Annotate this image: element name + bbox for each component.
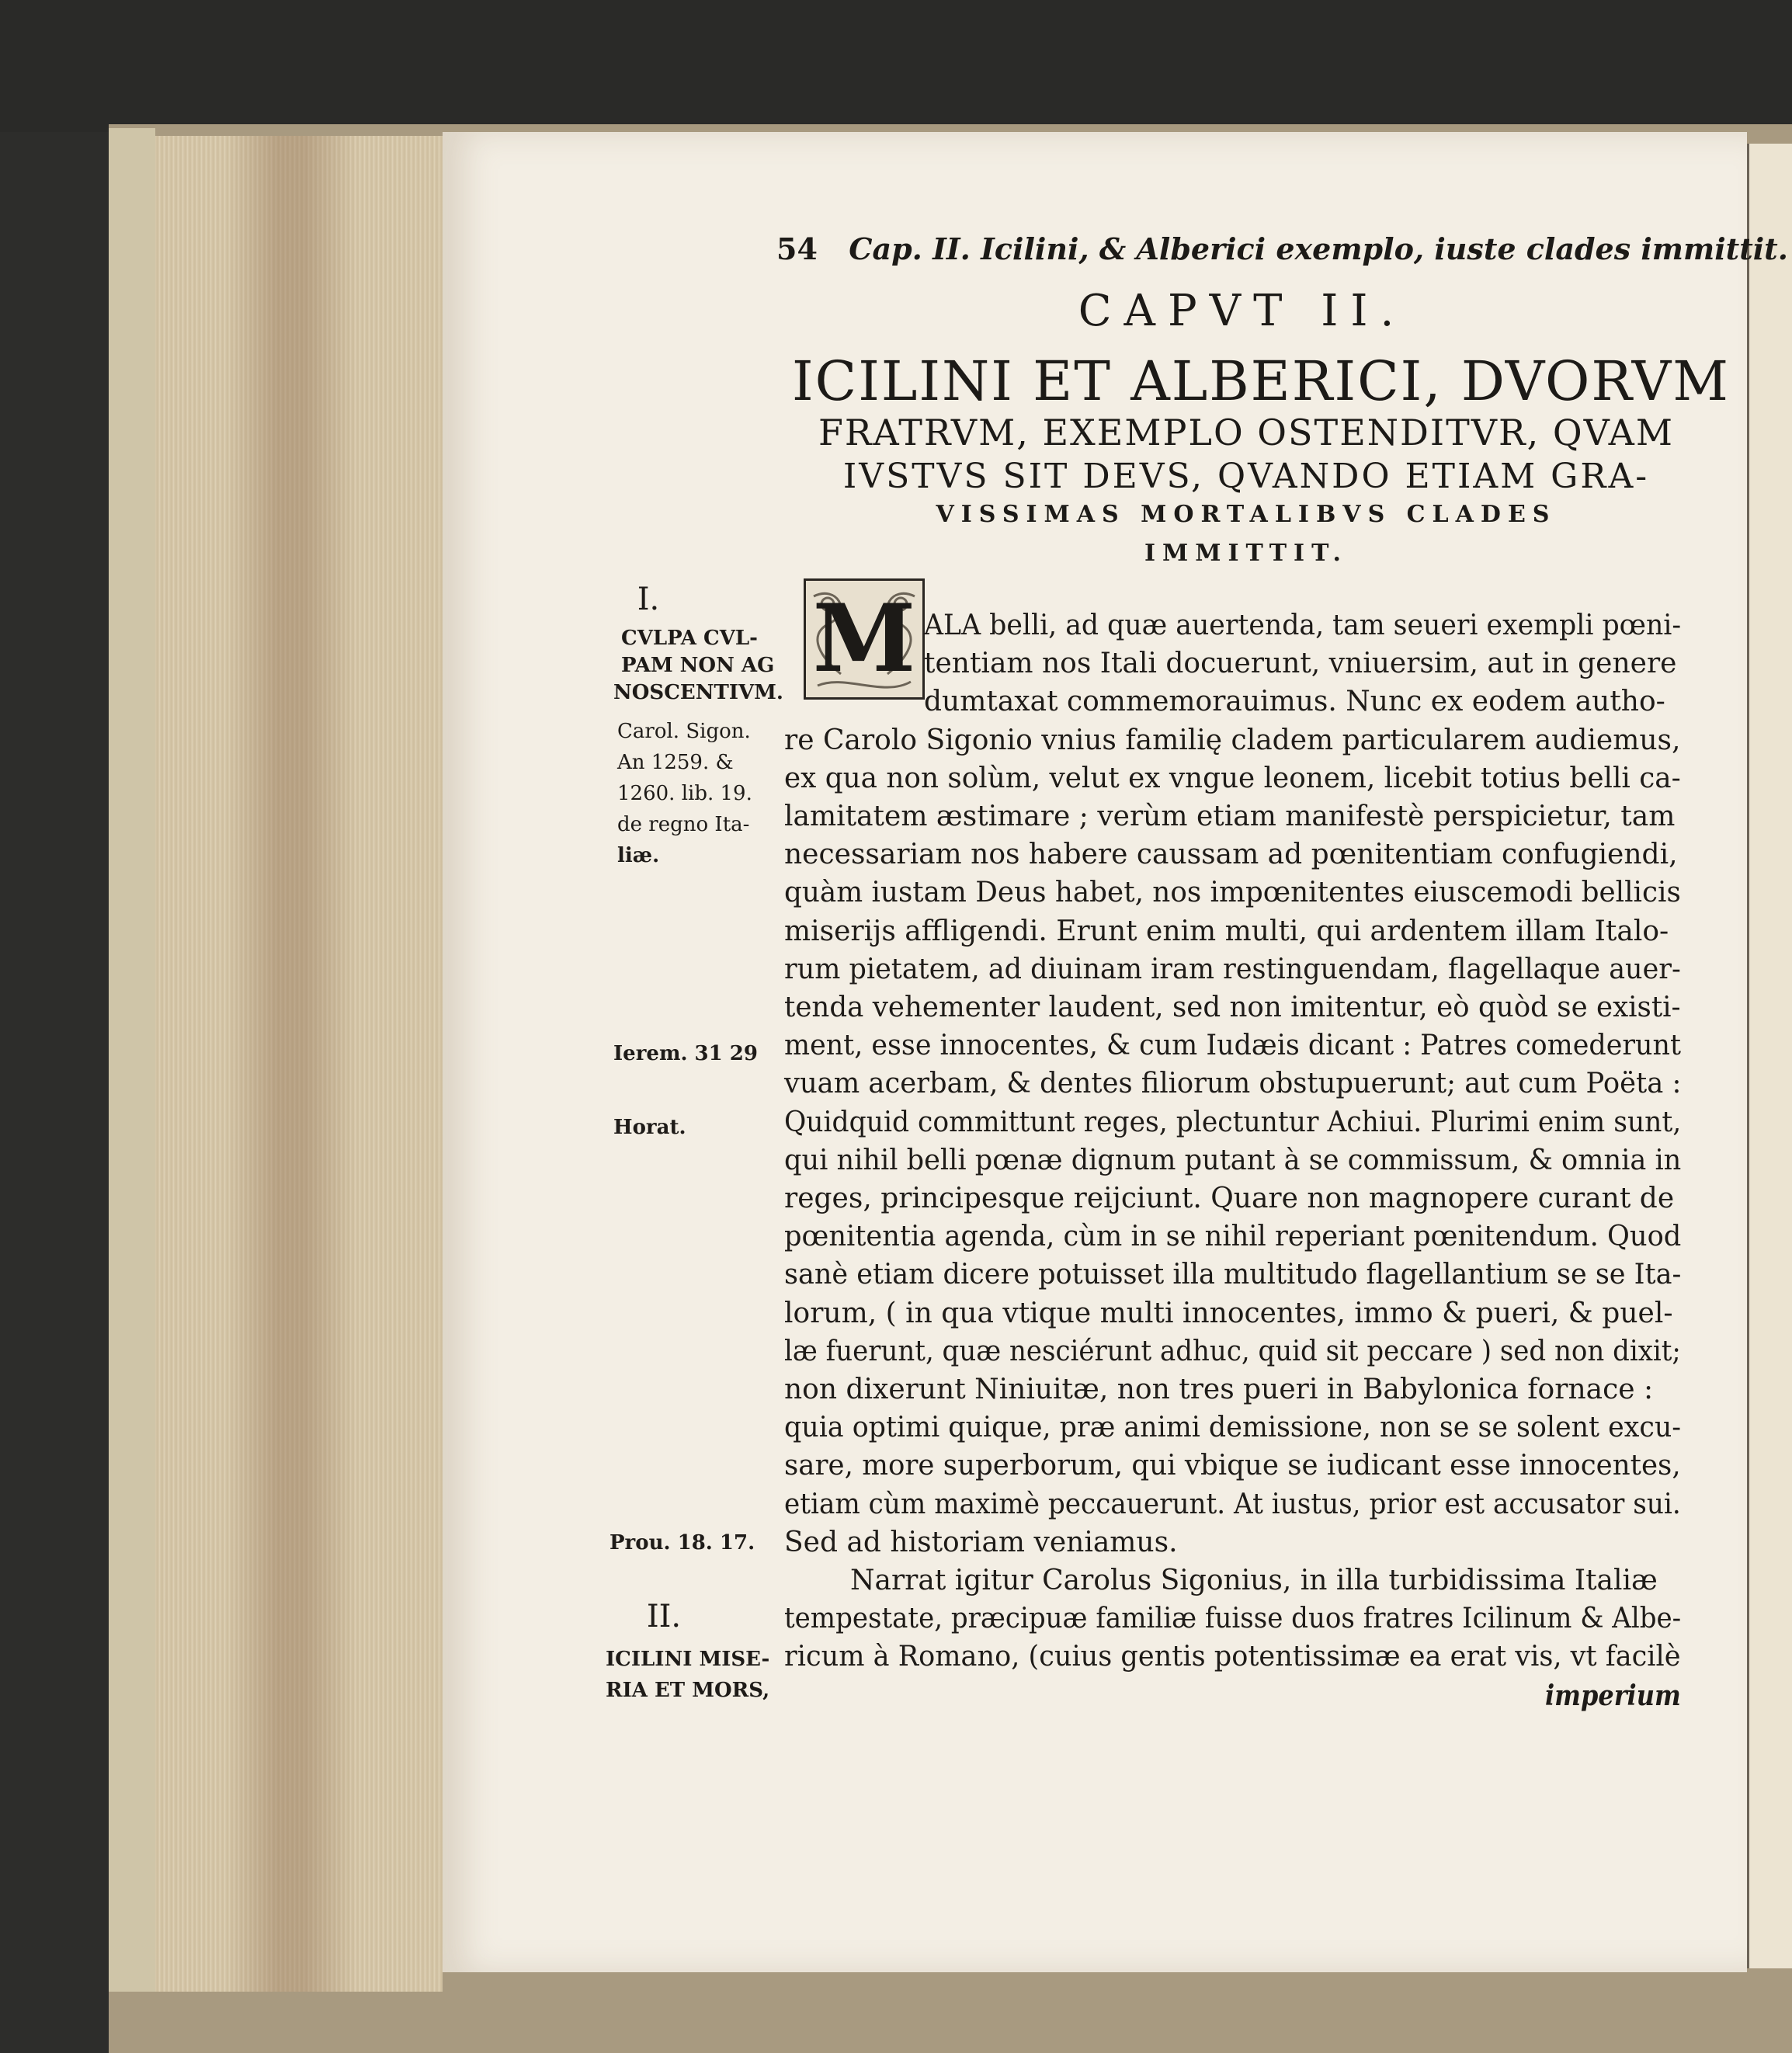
chapter-title-line: FRATRVM, EXEMPLO OSTENDITVR, QVAM	[818, 412, 1675, 453]
margin-source-line: 1260. lib. 19.	[617, 782, 752, 805]
body-text-line: necessariam nos habere caussam ad pœnitentiam confugiendi,	[784, 839, 1678, 871]
margin-note-line: ICILINI MISE-	[606, 1648, 770, 1671]
body-text-line: Sed ad historiam veniamus.	[784, 1526, 1178, 1558]
body-text-line: tentiam nos Itali docuerunt, vniuersim, aut in genere	[924, 648, 1677, 680]
body-text-line: re Carolo Sigonio vnius familię cladem particularem audiemus,	[784, 724, 1681, 756]
margin-section-number: II.	[646, 1599, 682, 1634]
body-text-line: ricum à Romano, (cuius gentis potentissimæ ea erat vis, vt facilè	[784, 1641, 1681, 1673]
body-text-line: lamitatem æstimare ; verùm etiam manifestè perspicietur, tam	[784, 801, 1676, 832]
initial-letter: M	[812, 584, 916, 693]
body-text-line: qui nihil belli pœnæ dignum putant à se commissum, & omnia in	[784, 1144, 1682, 1176]
body-text-line: miserijs affligendi. Erunt enim multi, qui ardentem illam Italo-	[784, 915, 1669, 947]
body-text-line: Quidquid committunt reges, plectuntur Achiui. Plurimi enim sunt,	[784, 1106, 1682, 1138]
body-text-line: quàm iustam Deus habet, nos impœnitentes eiuscemodi bellicis	[784, 877, 1681, 909]
body-text-line: tempestate, præcipuæ familiæ fuisse duos fratres Icilinum & Albe-	[784, 1603, 1682, 1635]
chapter-title-line: ICILINI ET ALBERICI, DVORVM	[792, 349, 1730, 413]
margin-note-line: PAM NON AG	[621, 654, 775, 677]
margin-note-line: NOSCENTIVM.	[613, 681, 783, 704]
margin-source-line: An 1259. &	[617, 751, 734, 774]
body-text-line: vuam acerbam, & dentes filiorum obstupuerunt; aut cum Poëta :	[784, 1068, 1682, 1100]
body-text-line: Narrat igitur Carolus Sigonius, in illa turbidissima Italiæ	[850, 1565, 1658, 1596]
body-text-line: non dixerunt Niniuitæ, non tres pueri in Babylonica fornace :	[784, 1374, 1654, 1405]
body-text-line: pœnitentia agenda, cùm in se nihil reperiant pœnitendum. Quod	[784, 1221, 1682, 1253]
margin-reference-prou: Prou. 18. 17.	[609, 1531, 755, 1555]
running-header	[776, 231, 1788, 272]
body-text-line: tenda vehementer laudent, sed non imitentur, eò quòd se existi-	[784, 992, 1681, 1023]
body-text-line: rum pietatem, ad diuinam iram restinguendam, flagellaque auer-	[784, 953, 1681, 985]
decorated-initial	[804, 578, 925, 700]
margin-source-line: liæ.	[617, 844, 660, 867]
body-text-line: sanè etiam dicere potuisset illa multitudo flagellantium se se Ita-	[784, 1259, 1682, 1291]
margin-note-line: RIA ET MORS,	[606, 1679, 770, 1702]
chapter-title-line: VISSIMAS MORTALIBVS CLADES	[936, 501, 1557, 528]
body-text-line: reges, principesque reijciunt. Quare non magnopere curant de	[784, 1183, 1675, 1214]
background-backdrop	[0, 0, 1792, 132]
body-text-line: lorum, ( in qua vtique multi innocentes, immo & pueri, & puel-	[784, 1297, 1673, 1329]
body-text-line: ex qua non solùm, velut ex vngue leonem, licebit totius belli ca-	[784, 762, 1681, 794]
body-text-line: ALA belli, ad quæ auertenda, tam seueri exempli pœni-	[924, 610, 1682, 641]
body-text-line: etiam cùm maximè peccauerunt. At iustus, prior est accusator sui.	[784, 1488, 1681, 1520]
margin-reference-horat: Horat.	[613, 1116, 686, 1139]
body-text-line: imperium	[1545, 1679, 1681, 1712]
body-text-line: ment, esse innocentes, & cum Iudæis dicant : Patres comederunt	[784, 1030, 1681, 1062]
body-text-line: sare, more superborum, qui vbique se iudicant esse innocentes,	[784, 1450, 1681, 1482]
body-text-line: dumtaxat commemorauimus. Nunc ex eodem autho-	[924, 686, 1665, 718]
running-title: Cap. II. Icilini, & Alberici exemplo, iuste clades immittit.	[849, 231, 1788, 266]
page-number: 54	[776, 231, 818, 266]
margin-source-line: Carol. Sigon.	[617, 720, 751, 743]
facing-page-edge	[1747, 144, 1792, 1968]
chapter-heading: CAPVT II.	[1078, 286, 1407, 336]
margin-section-number: I.	[637, 582, 660, 617]
body-text-line: læ fuerunt, quæ nesciérunt adhuc, quid sit peccare ) sed non dixit;	[784, 1335, 1681, 1367]
margin-source-line: de regno Ita-	[617, 813, 750, 836]
chapter-title-line: IVSTVS SIT DEVS, QVANDO ETIAM GRA-	[842, 457, 1650, 496]
page-fore-edge	[155, 136, 443, 1992]
margin-note-line: CVLPA CVL-	[621, 627, 758, 650]
body-text-line: quia optimi quique, præ animi demissione, non se se solent excu-	[784, 1412, 1682, 1444]
book-cover-edge	[109, 128, 155, 1992]
chapter-title-line: IMMITTIT.	[1144, 540, 1348, 567]
margin-reference-jerem: Ierem. 31 29	[613, 1042, 758, 1065]
